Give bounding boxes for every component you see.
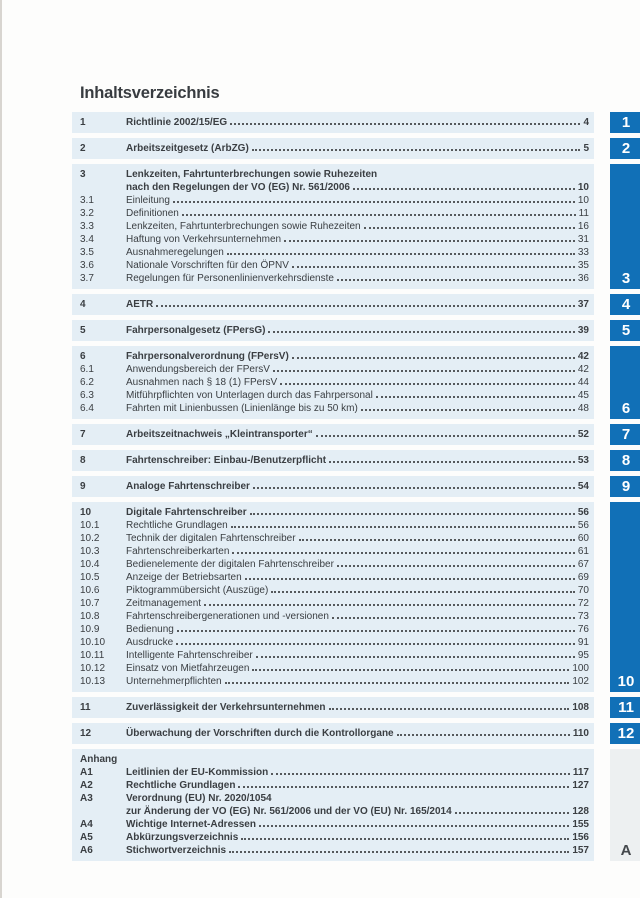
toc-row-page: 5 [583,143,589,154]
toc-row [80,233,589,246]
toc-section-2 [72,138,594,159]
dotted-leader [353,188,575,190]
toc-row-page: 56 [577,520,589,531]
toc-row-title: Zeitmanagement [126,598,202,609]
dotted-leader [455,812,570,814]
toc-row-page: 33 [577,247,589,258]
thumb-tab-7 [610,424,640,445]
dotted-leader [253,487,575,489]
thumb-tab-10 [610,502,640,692]
toc-row-page: 108 [572,702,589,713]
toc-row-number: 6.4 [80,403,94,414]
thumb-tab-11 [610,697,640,718]
toc-row-page: 48 [577,403,589,414]
toc-row-number: 11 [80,702,91,713]
dotted-leader [273,370,575,372]
toc-row-number: 10.3 [80,546,100,557]
toc-row [80,389,589,402]
toc-row-page: 100 [572,663,589,674]
toc-row-title: Nationale Vorschriften für den ÖPNV [126,260,289,271]
toc-row-title: Arbeitszeitnachweis „Kleintransporter“ [126,429,313,440]
dotted-leader [337,279,575,281]
dotted-leader [238,786,569,788]
toc-row-number: 12 [80,728,92,739]
toc-row-title: Überwachung der Vorschriften durch die Kontrollorgane [126,728,394,739]
toc-row [80,636,589,649]
toc-row [80,376,589,389]
toc-section-4 [72,294,594,315]
toc-row [80,519,589,532]
toc-row-page: 36 [577,273,589,284]
toc-row-number: 9 [80,481,86,492]
dotted-leader [292,266,575,268]
dotted-leader [397,734,570,736]
toc-row [80,259,589,272]
toc-row-title: Intelligente Fahrtenschreiber [126,650,253,661]
toc-row-page: 70 [577,585,589,596]
toc-row-title: Rechtliche Grundlagen [126,780,236,791]
toc-row-title: Wichtige Internet-Adressen [126,819,256,830]
toc-row-page: 16 [577,221,589,232]
toc-row-number: 3.2 [80,208,94,219]
toc-row-number: 4 [80,299,86,310]
thumb-tab-5 [610,320,640,341]
dotted-leader [227,253,575,255]
toc-row-page: 54 [577,481,589,492]
dotted-leader [229,851,569,853]
toc-row-page: 117 [572,767,589,778]
toc-row [80,753,589,766]
toc-row [80,662,589,675]
toc-row-page: 110 [572,728,589,739]
toc-row-number: 6 [80,351,86,362]
toc-row-page: 72 [577,598,589,609]
dotted-leader [316,435,575,437]
toc-row [80,558,589,571]
toc-section-11 [72,697,594,718]
toc-row-page: 127 [572,780,589,791]
dotted-leader [156,305,575,307]
toc-row-page: 95 [577,650,589,661]
toc-row-page: 45 [577,390,589,401]
toc-row-number: 10.9 [80,624,100,635]
toc-row-title: Fahrtenschreiberkarten [126,546,230,557]
toc-section-3 [72,164,594,289]
toc-row-title: Leitlinien der EU-Kommission [126,767,269,778]
dotted-leader [337,565,575,567]
toc-row [80,779,589,792]
toc-row-number: A3 [80,793,93,804]
toc-row [80,181,589,194]
toc-row-title: Definitionen [126,208,179,219]
toc-row-title: Digitale Fahrtenschreiber [126,507,247,518]
toc-row-page: 156 [572,832,589,843]
toc-row [80,597,589,610]
toc-row-number: 1 [80,117,86,128]
toc-row-page: 61 [577,546,589,557]
thumb-tab-9 [610,476,640,497]
toc-row-title: Unternehmerpflichten [126,676,222,687]
toc-row [80,701,589,714]
toc-section-12 [72,723,594,744]
thumb-tab-A [610,749,640,861]
toc-row [80,272,589,285]
toc-row [80,350,589,363]
toc-row-title: Piktogrammübersicht (Auszüge) [126,585,269,596]
thumb-tab-1 [610,112,640,133]
toc-row [80,610,589,623]
thumb-tab-label: 6 [621,400,631,417]
toc-row [80,792,589,805]
toc-row-title: AETR [126,299,154,310]
toc-row [80,480,589,493]
toc-row [80,844,589,857]
toc-row-number: 10.5 [80,572,100,583]
thumb-tab-8 [610,450,640,471]
toc-row [80,194,589,207]
thumb-tab-label: 4 [621,296,631,313]
toc-row-page: 39 [577,325,589,336]
toc-row-number: 10.12 [80,663,106,674]
dotted-leader [182,214,576,216]
toc-section-A [72,749,594,861]
dotted-leader [232,552,574,554]
toc-row [80,818,589,831]
toc-row-number: A5 [80,832,93,843]
dotted-leader [271,773,570,775]
dotted-leader [241,838,569,840]
toc-row-page: 91 [577,637,589,648]
toc-row-number: A4 [80,819,93,830]
toc-row-title: Einsatz von Mietfahrzeugen [126,663,250,674]
toc-row-title: Arbeitszeitgesetz (ArbZG) [126,143,249,154]
toc-row-page: 4 [583,117,589,128]
thumb-tab-label: A [620,842,632,859]
toc-row-number: 10.11 [80,650,105,661]
toc-row [80,545,589,558]
toc-row-title: Lenkzeiten, Fahrtunterbrechungen sowie Ruhezeiten [126,169,378,180]
toc-row-page: 52 [577,429,589,440]
toc-row [80,246,589,259]
toc-row-page: 56 [577,507,589,518]
toc-row-title: Bedienung [126,624,174,635]
thumb-tab-label: 9 [621,478,631,495]
toc-row-number: 10.4 [80,559,100,570]
toc-row-number: 3.5 [80,247,94,258]
toc-row [80,532,589,545]
thumb-tab-4 [610,294,640,315]
toc-row [80,142,589,155]
toc-row-title: nach den Regelungen der VO (EG) Nr. 561/2006 [126,182,350,193]
dotted-leader [252,149,581,151]
dotted-leader [259,825,569,827]
dotted-leader [364,227,575,229]
toc-row [80,675,589,688]
toc-row-page: 128 [572,806,589,817]
toc-row-title: Ausnahmen nach § 18 (1) FPersV [126,377,278,388]
thumb-tab-label: 12 [617,725,635,742]
toc-row-title: Lenkzeiten, Fahrtunterbrechungen sowie Ruhezeiten [126,221,361,232]
toc-row [80,506,589,519]
toc-row-page: 155 [572,819,589,830]
dotted-leader [280,383,575,385]
toc-row [80,324,589,337]
toc-row-number: 6.2 [80,377,94,388]
toc-row-page: 73 [577,611,589,622]
toc-row-title: Mitführpflichten von Unterlagen durch das Fahrpersonal [126,390,373,401]
dotted-leader [271,591,575,593]
toc-row-number: 10 [80,507,92,518]
dotted-leader [332,617,575,619]
toc-row-title: Ausdrucke [126,637,174,648]
thumb-tab-label: 10 [617,673,635,690]
toc-row-number: A2 [80,780,93,791]
toc-row-title: Zuverlässigkeit der Verkehrsunternehmen [126,702,326,713]
toc-row-page: 31 [577,234,589,245]
dotted-leader [376,396,575,398]
toc-row-number: 2 [80,143,86,154]
dotted-leader [250,513,575,515]
dotted-leader [284,240,575,242]
toc-row [80,298,589,311]
toc-row-number: A1 [80,767,93,778]
toc-row [80,363,589,376]
toc-row-title: Fahrtenschreiber: Einbau-/Benutzerpflicht [126,455,327,466]
toc-row [80,623,589,636]
toc-row [80,168,589,181]
toc-row [80,220,589,233]
dotted-leader [225,682,570,684]
dotted-leader [299,539,575,541]
toc-row [80,207,589,220]
toc-row-page: 102 [572,676,589,687]
toc-row-title: Anzeige der Betriebsarten [126,572,242,583]
toc-row-title: Technik der digitalen Fahrtenschreiber [126,533,296,544]
toc-row-title: Fahrtenschreibergenerationen und -versionen [126,611,329,622]
toc-row-number: 10.8 [80,611,100,622]
toc-row-title: Anwendungsbereich der FPersV [126,364,270,375]
toc-row [80,584,589,597]
dotted-leader [292,357,575,359]
dotted-leader [231,526,575,528]
toc-section-5 [72,320,594,341]
toc-row-title: Abkürzungsverzeichnis [126,832,239,843]
toc-row-title: Fahrten mit Linienbussen (Linienlänge bis zu 50 km) [126,403,358,414]
toc-row-number: 8 [80,455,86,466]
toc-row-number: 6.3 [80,390,94,401]
toc-row-title: Ausnahmeregelungen [126,247,224,258]
toc-row-number: 10.2 [80,533,100,544]
thumb-tab-label: 11 [618,699,634,716]
thumb-tab-6 [610,346,640,419]
toc-row-number: 10.7 [80,598,100,609]
dotted-leader [173,201,575,203]
thumb-tab-label: 5 [621,322,631,339]
dotted-leader [256,656,575,658]
toc-row [80,727,589,740]
toc-row-number: 3.4 [80,234,94,245]
toc-row [80,454,589,467]
toc-row [80,766,589,779]
table-of-contents [72,112,640,861]
toc-row-title: Regelungen für Personenlinienverkehrsdienste [126,273,334,284]
page-title: Inhaltsverzeichnis [80,84,220,102]
thumb-tab-label: 7 [621,426,631,443]
toc-section-6 [72,346,594,419]
toc-row-number: Anhang [80,754,118,765]
toc-row-title: zur Änderung der VO (EG) Nr. 561/2006 und der VO (EU) Nr. 165/2014 [126,806,452,817]
toc-row-page: 53 [577,455,589,466]
toc-row [80,428,589,441]
toc-row-number: 10.1 [80,520,100,531]
toc-row-page: 60 [577,533,589,544]
toc-row-number: 3.7 [80,273,94,284]
toc-section-7 [72,424,594,445]
toc-section-10 [72,502,594,692]
dotted-leader [268,331,574,333]
toc-row-number: 10.10 [80,637,106,648]
toc-row [80,805,589,818]
dotted-leader [204,604,575,606]
toc-row-page: 42 [577,351,589,362]
toc-row-page: 42 [577,364,589,375]
toc-row [80,402,589,415]
dotted-leader [361,409,575,411]
toc-row-page: 157 [572,845,589,856]
toc-section-8 [72,450,594,471]
toc-row-page: 44 [577,377,589,388]
toc-row-page: 10 [577,195,589,206]
toc-row-number: 3 [80,169,86,180]
toc-row [80,649,589,662]
toc-row-title: Verordnung (EU) Nr. 2020/1054 [126,793,272,804]
toc-row-number: 6.1 [80,364,94,375]
toc-row-title: Richtlinie 2002/15/EG [126,117,228,128]
thumb-tab-label: 3 [621,270,631,287]
dotted-leader [177,630,575,632]
dotted-leader [329,708,570,710]
toc-row-title: Einleitung [126,195,170,206]
thumb-tab-label: 8 [621,452,631,469]
thumb-tab-label: 2 [621,140,631,157]
toc-row-title: Fahrpersonalgesetz (FPersG) [126,325,266,336]
toc-row [80,116,589,129]
toc-section-9 [72,476,594,497]
toc-row-page: 76 [577,624,589,635]
toc-section-1 [72,112,594,133]
toc-row-page: 37 [577,299,589,310]
toc-row-number: 10.6 [80,585,100,596]
toc-row [80,571,589,584]
toc-row-title: Bedienelemente der digitalen Fahrtenschreiber [126,559,334,570]
thumb-tab-label: 1 [621,114,631,131]
toc-row-title: Haftung von Verkehrsunternehmen [126,234,282,245]
toc-row-number: 3.1 [80,195,94,206]
toc-row [80,831,589,844]
dotted-leader [176,643,575,645]
toc-row-page: 69 [577,572,589,583]
toc-row-title: Stichwortverzeichnis [126,845,227,856]
toc-row-title: Analoge Fahrtenschreiber [126,481,250,492]
toc-row-title: Rechtliche Grundlagen [126,520,228,531]
toc-row-page: 10 [577,182,589,193]
toc-row-title: Fahrpersonalverordnung (FPersV) [126,351,289,362]
toc-row-page: 67 [577,559,589,570]
thumb-tab-2 [610,138,640,159]
toc-row-page: 11 [578,208,589,219]
dotted-leader [329,461,575,463]
dotted-leader [245,578,575,580]
dotted-leader [252,669,569,671]
toc-row-page: 35 [577,260,589,271]
toc-row-number: A6 [80,845,93,856]
thumb-tab-12 [610,723,640,744]
toc-row-number: 3.3 [80,221,94,232]
toc-row-number: 7 [80,429,86,440]
toc-row-number: 10.13 [80,676,106,687]
toc-row-number: 5 [80,325,86,336]
dotted-leader [230,123,580,125]
thumb-tab-3 [610,164,640,289]
toc-row-number: 3.6 [80,260,94,271]
